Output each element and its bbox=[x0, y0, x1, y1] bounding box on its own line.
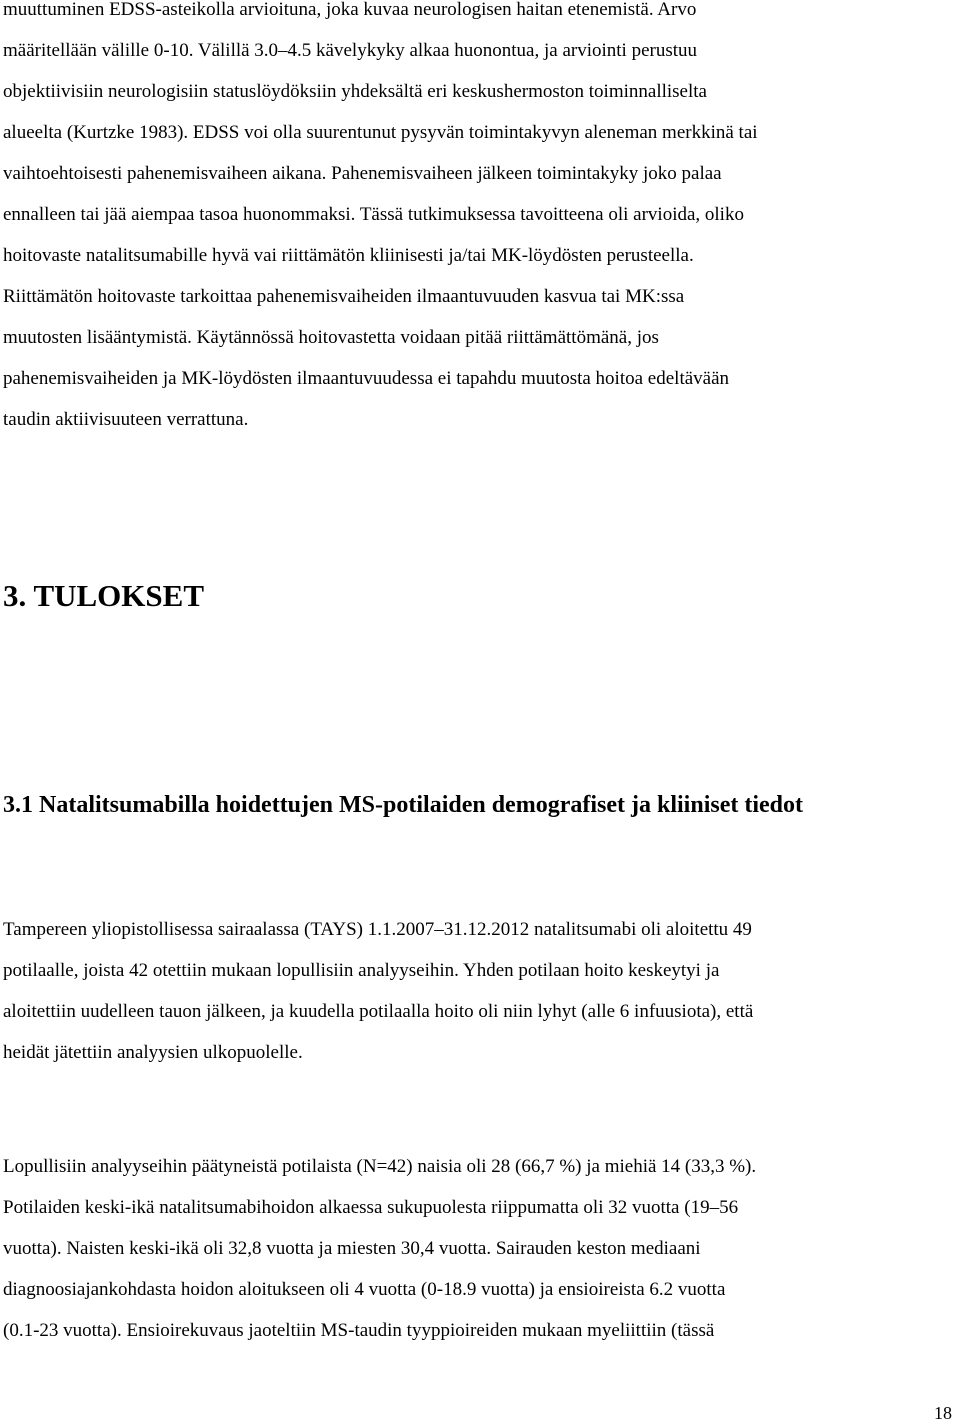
text-line: muuttuminen EDSS-asteikolla arvioituna, joka kuvaa neurologisen haitan etenemistä. Arvo bbox=[3, 0, 697, 20]
text-line: potilaalle, joista 42 otettiin mukaan lopullisiin analyyseihin. Yhden potilaan hoito keskeytyi ja bbox=[3, 960, 720, 981]
subsection-heading: 3.1 Natalitsumabilla hoidettujen MS-potilaiden demografiset ja kliiniset tiedot bbox=[3, 792, 803, 818]
text-line: hoitovaste natalitsumabille hyvä vai riittämätön kliinisesti ja/tai MK-löydösten perusteella. bbox=[3, 245, 694, 266]
text-line: Potilaiden keski-ikä natalitsumabihoidon alkaessa sukupuolesta riippumatta oli 32 vuotta (19–56 bbox=[3, 1197, 739, 1218]
page-number: 18 bbox=[934, 1403, 952, 1423]
text-line: diagnoosiajankohdasta hoidon aloitukseen oli 4 vuotta (0-18.9 vuotta) ja ensioireista 6.2 vuotta bbox=[3, 1279, 726, 1300]
text-line: vuotta). Naisten keski-ikä oli 32,8 vuotta ja miesten 30,4 vuotta. Sairauden keston mediaani bbox=[3, 1238, 701, 1259]
text-line: Lopullisiin analyyseihin päätyneistä potilaista (N=42) naisia oli 28 (66,7 %) ja miehiä 14 (33,3 %). bbox=[3, 1156, 757, 1177]
text-line: heidät jätettiin analyysien ulkopuolelle. bbox=[3, 1042, 303, 1063]
text-line: taudin aktiivisuuteen verrattuna. bbox=[3, 409, 249, 430]
text-line: ennalleen tai jää aiempaa tasoa huonommaksi. Tässä tutkimuksessa tavoitteena oli arvioida, oliko bbox=[3, 204, 744, 225]
text-line: vaihtoehtoisesti pahenemisvaiheen aikana. Pahenemisvaiheen jälkeen toimintakyky joko palaa bbox=[3, 163, 722, 184]
text-line: pahenemisvaiheiden ja MK-löydösten ilmaantuvuudessa ei tapahdu muutosta hoitoa edeltävään bbox=[3, 368, 730, 389]
section-heading: 3. TULOKSET bbox=[3, 578, 205, 613]
text-line: Tampereen yliopistollisessa sairaalassa (TAYS) 1.1.2007–31.12.2012 natalitsumabi oli aloitettu 49 bbox=[3, 919, 752, 940]
text-line: alueelta (Kurtzke 1983). EDSS voi olla suurentunut pysyvän toimintakyvyn aleneman merkkinä tai bbox=[3, 122, 758, 143]
text-line: muutosten lisääntymistä. Käytännössä hoitovastetta voidaan pitää riittämättömänä, jos bbox=[3, 327, 659, 348]
text-line: (0.1-23 vuotta). Ensioirekuvaus jaoteltiin MS-taudin tyyppioireiden mukaan myeliittiin (tässä bbox=[3, 1320, 715, 1341]
text-line: määritellään välille 0-10. Välillä 3.0–4.5 kävelykyky alkaa huonontua, ja arviointi perustuu bbox=[3, 40, 698, 61]
text-line: aloitettiin uudelleen tauon jälkeen, ja kuudella potilaalla hoito oli niin lyhyt (alle 6 infuusiota), että bbox=[3, 1001, 754, 1022]
text-line: objektiivisiin neurologisiin statuslöydöksiin yhdeksältä eri keskushermoston toiminnalliselta bbox=[3, 81, 707, 102]
text-line: Riittämätön hoitovaste tarkoittaa pahenemisvaiheiden ilmaantuvuuden kasvua tai MK:ssa bbox=[3, 286, 685, 307]
